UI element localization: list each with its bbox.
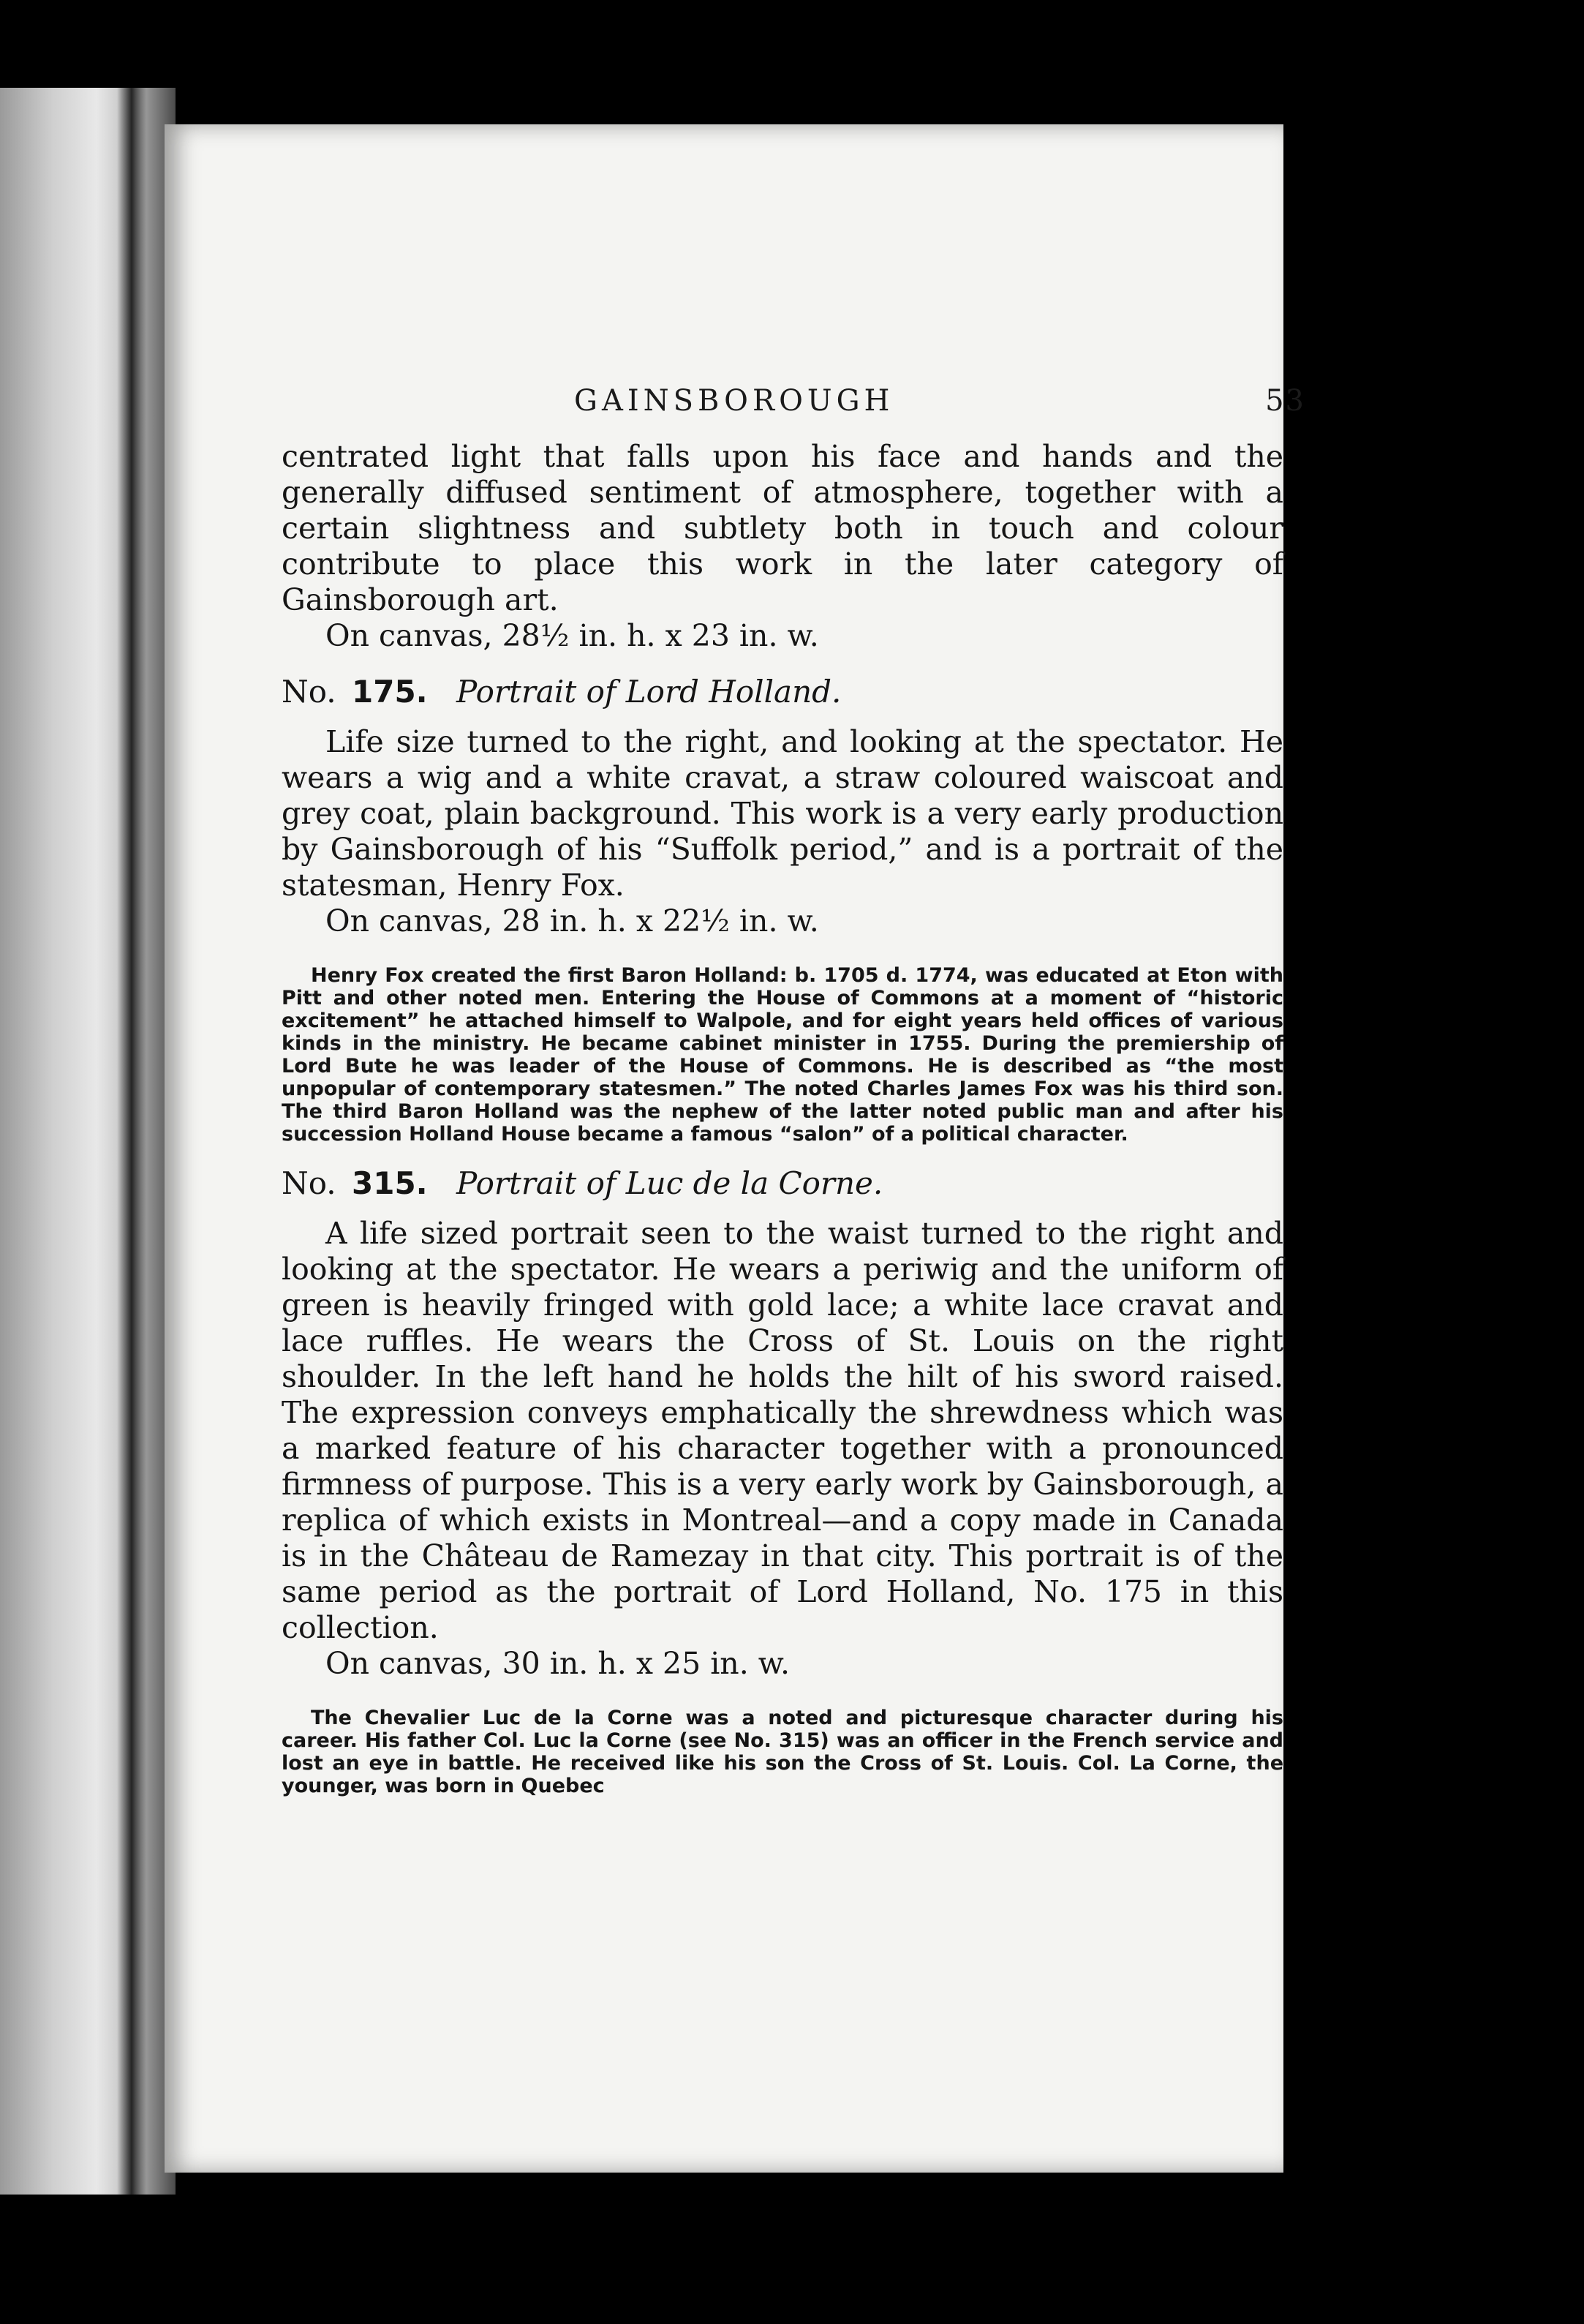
entry-note-175: Henry Fox created the first Baron Holland: b. 1705 d. 1774, was educated at Eton with Pitt and other noted men. Entering the House of Commons at a moment of “historic excitement” he attached himself to Walpole, and for eight years held offices of various kinds in the ministry. He became cabinet minister in 1755. During the premiership of Lord Bute he was leader of the House of Commons. He is described as “the most unpopular of contemporary statesmen.” The noted Charles James Fox was his third son. The third Baron Holland was the nephew of the latter noted public man and after his succession Holland House became a famous “salon” of a political character. [282,964,1283,1146]
page-body [282,439,1283,1813]
entry-canvas-dimensions-315: On canvas, 30 in. h. x 25 in. w. [325,1646,791,1681]
entry-title: Portrait of Luc de la Corne. [456,1165,883,1201]
entry-no-label: No. [282,1165,336,1201]
book-binding-gutter [0,88,176,2195]
book-page [165,124,1305,2173]
page-number: 53 [1265,384,1305,418]
continued-paragraph: centrated light that falls upon his face and hands and the generally diffused sentiment of atmosphere, together with a certain slightness and subtlety both in touch and colour contribute to place this work in the later category of Gainsborough art. [282,439,1283,617]
entry-heading-175 [282,673,1283,711]
continued-canvas-dimensions: On canvas, 28½ in. h. x 23 in. w. [325,618,819,653]
entry-canvas-dimensions-175: On canvas, 28 in. h. x 22½ in. w. [325,903,819,939]
entry-number: 175. [352,674,428,710]
entry-no-label: No. [282,674,336,710]
running-head-title: GAINSBOROUGH [574,384,894,418]
entry-description-175: Life size turned to the right, and looking at the spectator. He wears a wig and a white cravat, a straw coloured waiscoat and grey coat, plain background. This work is a very early production by Gainsborough of his “Suffolk period,” and is a portrait of the statesman, Henry Fox. [282,724,1283,903]
entry-number: 315. [352,1165,428,1201]
entry-title: Portrait of Lord Holland. [456,674,842,710]
entry-heading-315 [282,1165,1283,1203]
entry-description-315: A life sized portrait seen to the waist turned to the right and looking at the spectator. He wears a periwig and the uniform of green is heavily fringed with gold lace; a white lace cravat and lace ruffles. He wears the Cross of St. Louis on the right shoulder. In the left hand he holds the hilt of his sword raised. The expression conveys emphatically the shrewdness which was a marked feature of his character together with a pronounced firmness of purpose. This is a very early work by Gainsborough, a replica of which exists in Montreal—and a copy made in Canada is in the Château de Ramezay in that city. This portrait is of the same period as the portrait of Lord Holland, No. 175 in this collection. [282,1216,1283,1645]
entry-note-315: The Chevalier Luc de la Corne was a noted and picturesque character during his career. His father Col. Luc la Corne (see No. 315) was an officer in the French service and lost an eye in battle. He received like his son the Cross of St. Louis. Col. La Corne, the younger, was born in Quebec [282,1707,1283,1797]
binding-shadow [117,88,146,2195]
